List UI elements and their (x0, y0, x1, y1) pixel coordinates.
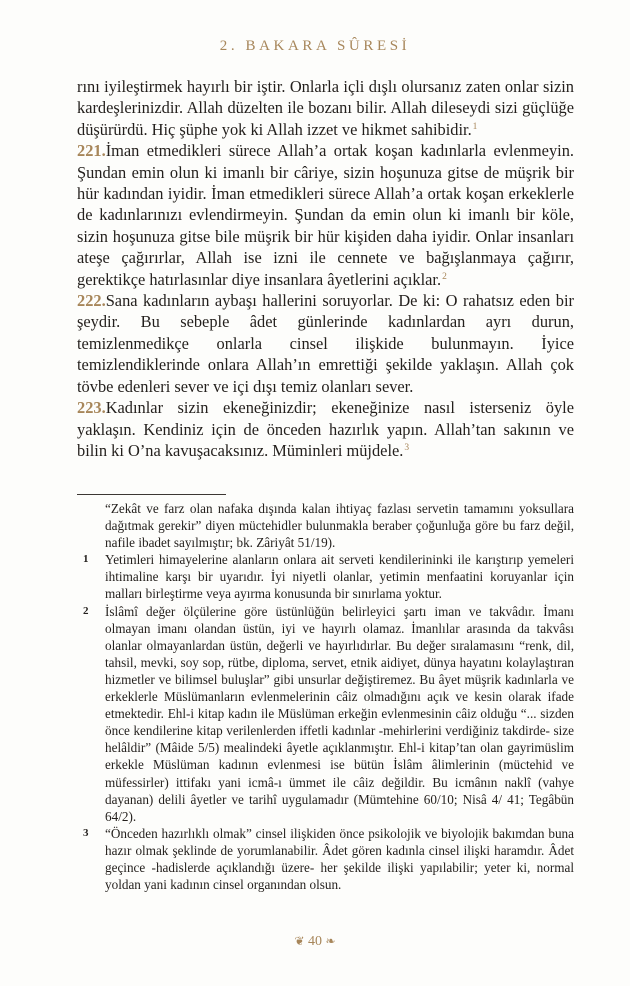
verse-text: İman etmedikleri sürece Allah’a ortak koşan kadınlarla evlenmeyin. Şundan emin olun ki imanlı bir câriye, sizin hoşunuza gitse de müşrik bir hür kadından iyidir. İman etmedikleri sürece Allah’a ortak koşan erkeklerle de kadınlarınızı evlendirmeyin. Şundan da emin olun ki imanlı bir köle, sizin hoşunuza gitse bile müşrik bir hür kişiden daha iyidir. Onlar insanları ateşe çağırırlar, Allah ise izni ile cennete ve bağışlanmaya çağırır, gerektikçe hatırlasınlar diye insanlara âyetlerini açıklar. (77, 141, 574, 289)
footnote-ref-1: 1 (472, 121, 478, 132)
verse-223 (77, 397, 574, 461)
footnote-divider (77, 494, 226, 495)
verse-222 (77, 290, 574, 397)
verse-221 (77, 140, 574, 290)
footnote-ref-3: 3 (404, 442, 410, 453)
footnote-number: 1 (83, 553, 89, 566)
footnote-text: İslâmî değer ölçülerine göre üstünlüğün belirleyici şartı iman ve takvâdır. İmanı olmayan imanı olandan üstün, iyi ve hayırlı olamaz. İmanlılar arasında da takvâsı olanlar olmayanlardan üstün, değerli ve hayırlıdırlar. Bu değer sıralamasını “renk, dil, tahsil, mevki, soy sop, rütbe, diploma, servet, etnik aidiyet, dünya hayatını kolaylaştıran hizmetler ve bilimsel buluşlar” gibi unsurlar değiştiremez. Bu âyet müşrik kadınlarla ve erkeklerle Müslümanların evlenmelerinin câiz olmadığını açık ve kesin olarak ifade etmektedir. Ehl-i kitap kadın ile Müslüman erkeğin evlenmesinin câiz olduğu “... sizden önce kendilerine kitap verilenlerden iffetli kadınlar -mehirlerini verdiğiniz takdirde- size helâldir” (Mâide 5/5) mealindeki âyetle açıklanmıştır. Ehl-i kitap’tan olan gayrimüslim erkekle Müslüman kadının evlenmesi ise bütün İslâm âlimlerinin (müctehid ve müfessirler) ittifakı yani icmâ-ı ümmet ile câiz değildir. Bu icmânın naklî (vahye dayanan) delili âyetler ve tarihî uygulamadır (Mümtehine 60/10; Nisâ 4/ 41; Tegâbün 64/2). (105, 603, 574, 824)
right-ornament-icon: ❧ (325, 934, 336, 948)
verse-text: Kadınlar sizin ekeneğinizdir; ekeneğinize nasıl isterseniz öyle yaklaşın. Kendiniz için de önceden hazırlık yapın. Allah’tan sakının ve bilin ki O’na kavuşacaksınız. Müminleri müjdele. (77, 398, 574, 460)
footnote-text: “Zekât ve farz olan nafaka dışında kalan ihtiyaç fazlası servetin tamamını yoksullara dağıtmak gerekir” diyen müctehidler bulunmakla beraber çoğunluğa göre bu farz değil, nafile ibadet sayılmıştır; bk. Zâriyât 51/19). (105, 501, 574, 551)
footnote-2 (77, 603, 574, 825)
verse-text: Sana kadınların aybaşı hallerini soruyorlar. De ki: O rahatsız eden bir şeydir. Bu sebeple âdet günlerinde kadınlardan ayrı durun, temizlenmedikçe onlarla cinsel ilişkide bulunmayın. İyice temizlendiklerinde onlara Allah’ın emrettiği şekilde yaklaşın. Allah çok tövbe edenleri sever ve içi dışı temiz olanları sever. (77, 291, 574, 396)
verse-number: 223. (77, 398, 106, 418)
intro-paragraph (77, 76, 574, 140)
footnote-text: “Önceden hazırlıklı olmak” cinsel ilişkiden önce psikolojik ve biyolojik bakımdan buna hazır olmak şeklinde de yorumlanabilir. Âdet gören kadınla cinsel ilişki haramdır. Âdet geçince -hadislerde açıklandığı üzere- her şekilde ilişki yapılabilir; yeter ki, normal yoldan yani kadının cinsel organından olsun. (105, 825, 574, 893)
verse-number: 222. (77, 291, 106, 311)
footnote-number: 3 (83, 826, 89, 839)
verse-number: 221. (77, 141, 106, 161)
footnote-3 (77, 825, 574, 893)
footnote-number: 2 (83, 604, 89, 617)
main-text (77, 76, 574, 461)
footnote-continuation (77, 500, 574, 551)
footnotes (77, 500, 574, 893)
footnote-1 (77, 551, 574, 602)
page-number: 40 (308, 934, 322, 949)
running-header: 2. BAKARA SÛRESİ (219, 38, 411, 54)
footnote-text: Yetimleri himayelerine alanların onlara ait serveti kendilerininki ile karıştırıp yemeleri ihtimaline karşı bir uyarıdır. İyi niyetli olanlar, yetimin menfaatini koruyanlar için malları birleştirme veya ayırma konusunda bir sınırlama yoktur. (105, 552, 574, 602)
intro-text: rını iyileştirmek hayırlı bir iştir. Onlarla içli dışlı olursanız zaten onlar sizin kardeşlerinizdir. Allah düzelten ile bozanı bilir. Allah dileseydi sizi güçlüğe düşürürdü. Hiç şüphe yok ki Allah izzet ve hikmet sahibidir. (77, 77, 574, 139)
page-number-block (0, 934, 630, 950)
left-ornament-icon: ❦ (294, 934, 305, 948)
footnote-ref-2: 2 (442, 271, 447, 282)
